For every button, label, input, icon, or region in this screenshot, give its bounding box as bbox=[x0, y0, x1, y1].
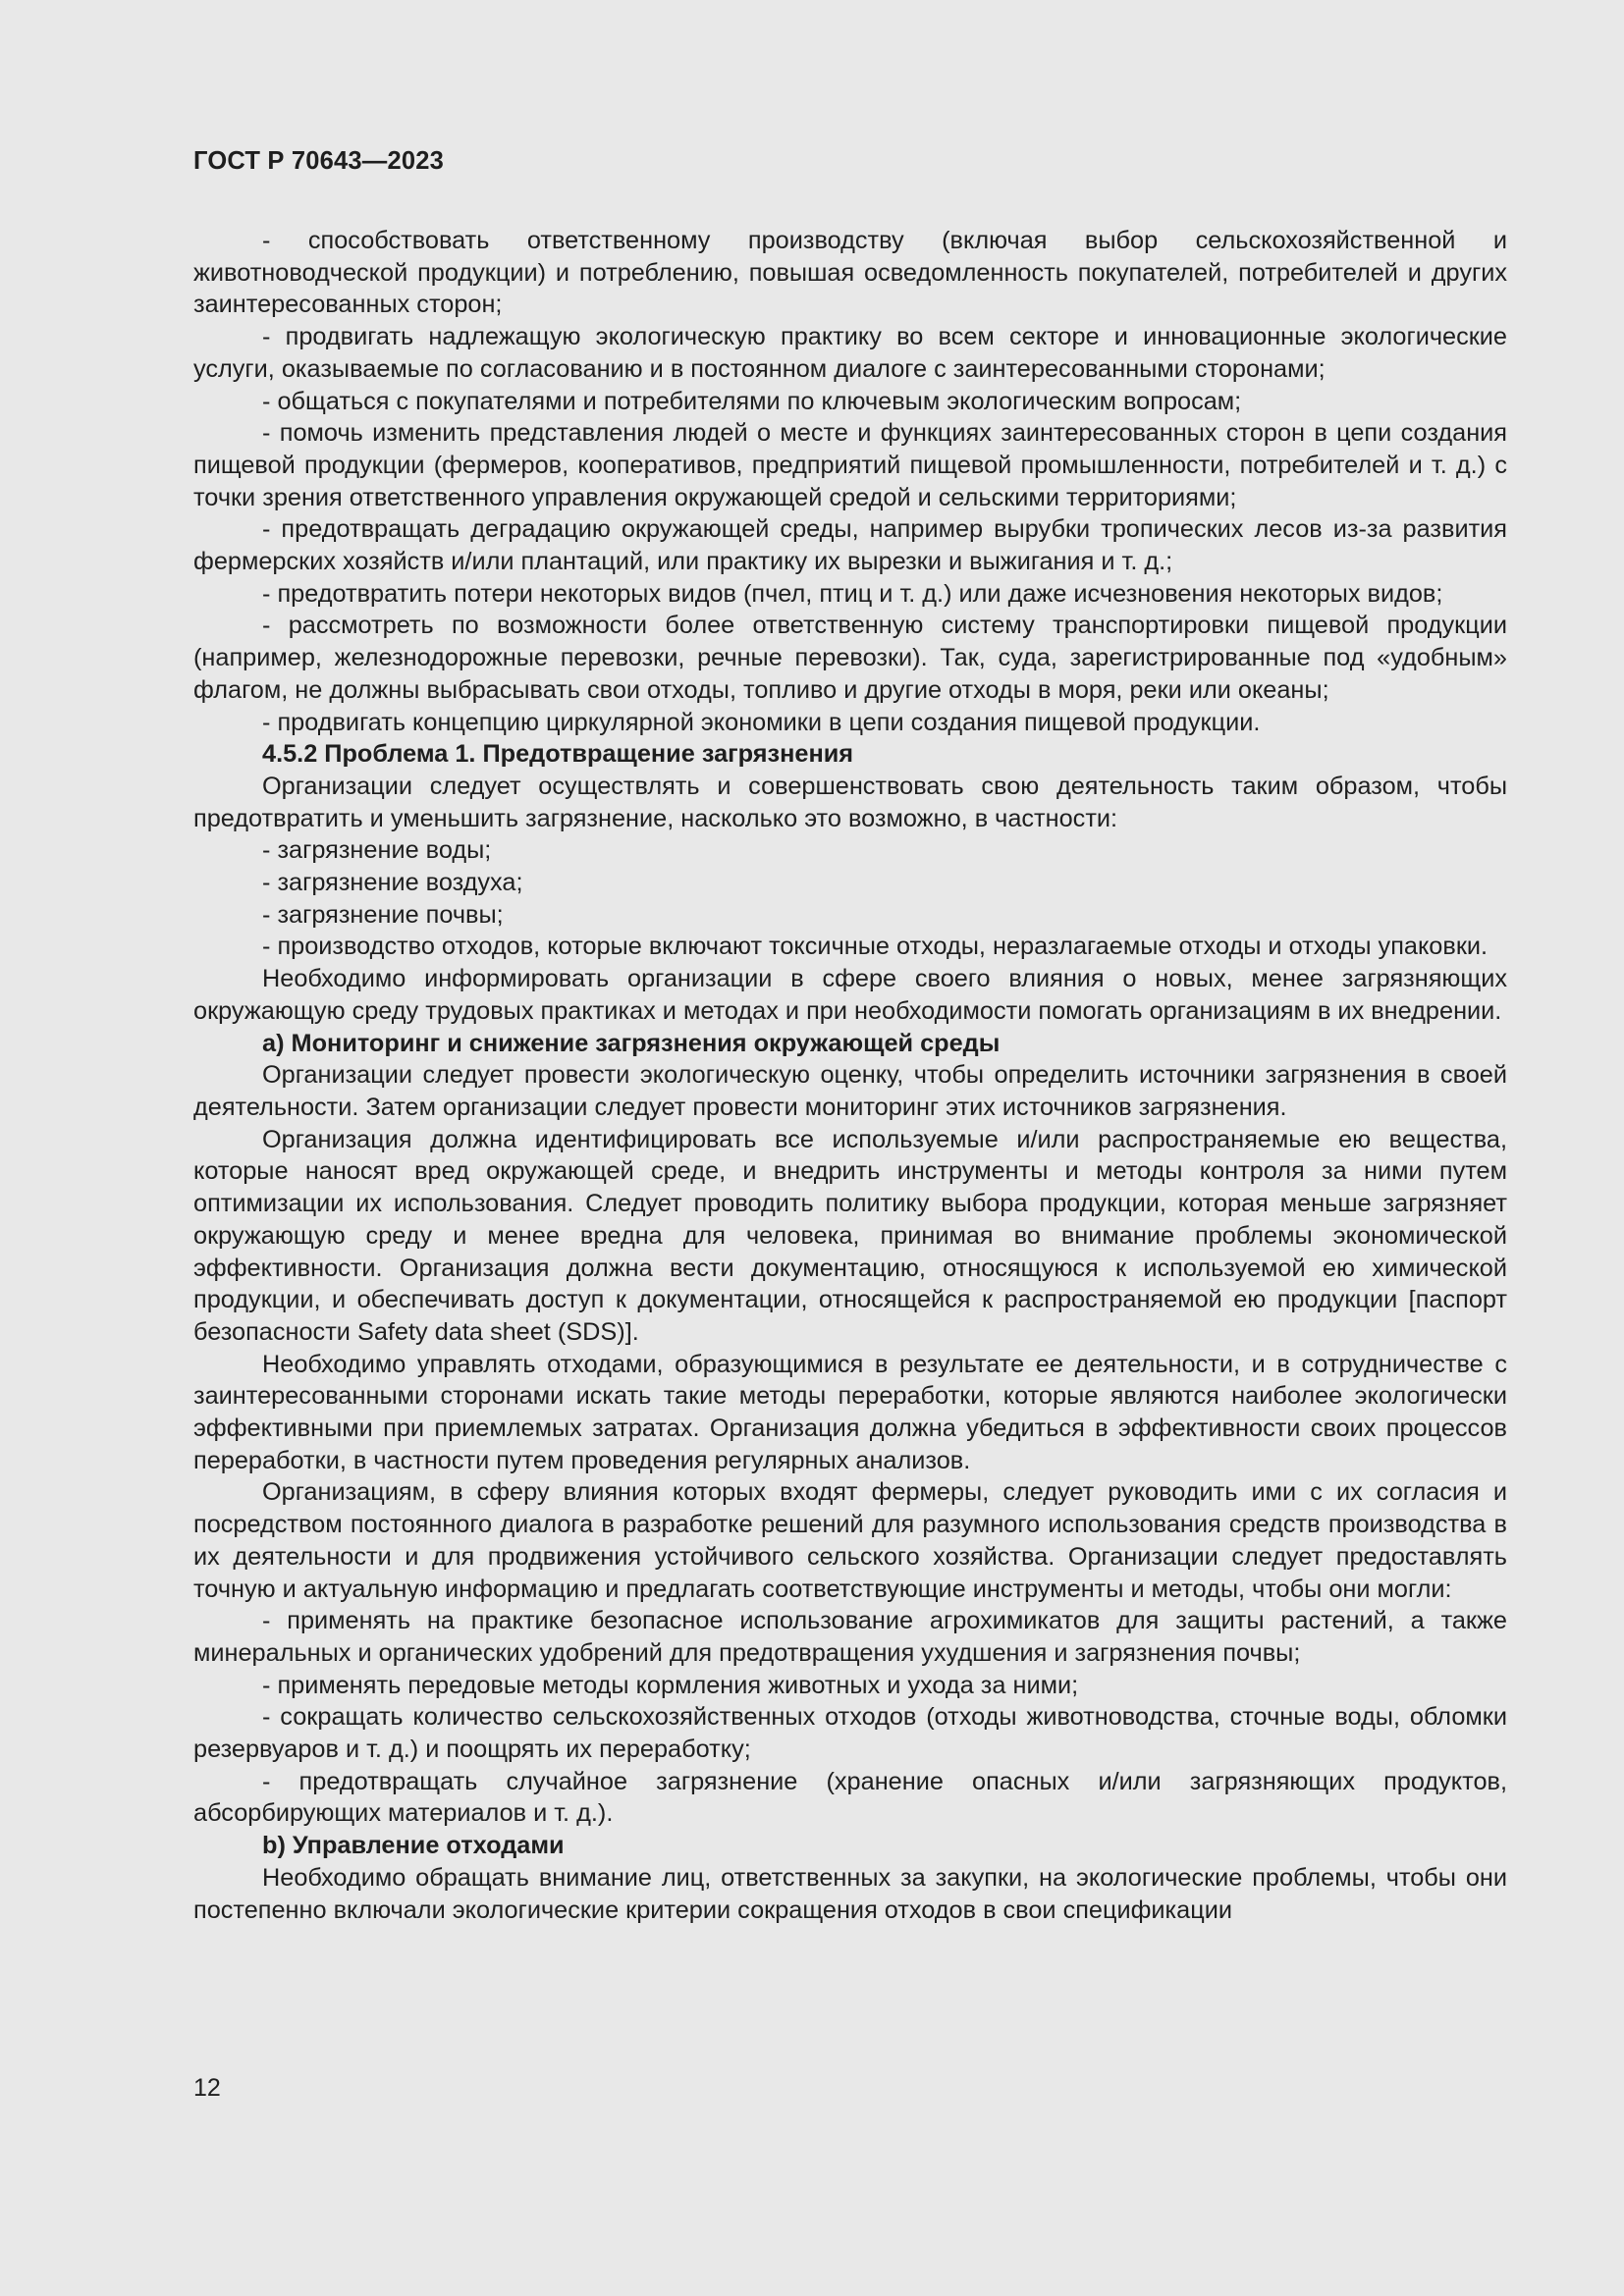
paragraph: - загрязнение воды; bbox=[262, 836, 492, 865]
paragraph: Необходимо управлять отходами, образующимися в результате ее деятельности, и в сотрудничестве с заинтересованными сторонами искать такие методы переработки, которые являются наиболее экологически эффективными при приемлемых затратах. Организация должна убедиться в эффективности своих процессов переработки, в частности путем проведения регулярных анализов. bbox=[193, 1350, 1507, 1474]
paragraph: - загрязнение воздуха; bbox=[262, 869, 523, 897]
paragraph: - продвигать надлежащую экологическую практику во всем секторе и инновационные экологические услуги, оказываемые по согласованию и в постоянном диалоге с заинтересованными сторонами; bbox=[193, 323, 1507, 383]
paragraph: - предотвращать случайное загрязнение (хранение опасных и/или загрязняющих продуктов, абсорбирующих материалов и т. д.). bbox=[193, 1767, 1507, 1828]
paragraph: Необходимо информировать организации в сфере своего влияния о новых, менее загрязняющих окружающую среду трудовых практиках и методах и при необходимости помогать организациям в их внедрении. bbox=[193, 965, 1507, 1025]
paragraph: Организации следует осуществлять и совершенствовать свою деятельность таким образом, чтобы предотвратить и уменьшить загрязнение, насколько это возможно, в частности: bbox=[193, 772, 1507, 832]
section-heading: 4.5.2 Проблема 1. Предотвращение загрязнения bbox=[262, 740, 854, 769]
paragraph: - применять на практике безопасное использование агрохимикатов для защиты растений, а также минеральных и органических удобрений для предотвращения ухудшения и загрязнения почвы; bbox=[193, 1607, 1507, 1667]
paragraph: - производство отходов, которые включают токсичные отходы, неразлагаемые отходы и отходы упаковки. bbox=[262, 933, 1489, 961]
paragraph: - предотвращать деградацию окружающей среды, например вырубки тропических лесов из-за развития фермерских хозяйств и/или плантаций, или практику их вырезки и выжигания и т. д.; bbox=[193, 515, 1507, 576]
page-number: 12 bbox=[193, 2074, 221, 2102]
paragraph: - общаться с покупателями и потребителями по ключевым экологическим вопросам; bbox=[262, 387, 1242, 415]
paragraph: - рассмотреть по возможности более ответственную систему транспортировки пищевой продукции (например, железнодорожные перевозки, речные перевозки). Так, суда, зарегистрированные под «удобным» флагом, не должны выбрасывать свои отходы, топливо и другие отходы в моря, реки или океаны; bbox=[193, 612, 1507, 704]
paragraph: Организации следует провести экологическую оценку, чтобы определить источники загрязнения в своей деятельности. Затем организации следует провести мониторинг этих источников загрязнения. bbox=[193, 1061, 1507, 1121]
paragraph: - продвигать концепцию циркулярной экономики в цепи создания пищевой продукции. bbox=[262, 708, 1261, 736]
paragraph: Организация должна идентифицировать все используемые и/или распространяемые ею вещества, которые наносят вред окружающей среде, и внедрить инструменты и методы контроля за ними путем оптимизации их использования. Следует проводить политику выбора продукции, которая меньше загрязняет окружающую среду и менее вредна для человека, принимая во внимание проблемы экономической эффективности. Организация должна вести документацию, относящуюся к используемой ею химической продукции, и обеспечивать доступ к документации, относящейся к распространяемой ею продукции [паспорт безопасности Safety data sheet (SDS)]. bbox=[193, 1125, 1507, 1346]
paragraph: - предотвратить потери некоторых видов (пчел, птиц и т. д.) или даже исчезновения некоторых видов; bbox=[262, 579, 1443, 608]
subsection-heading: b) Управление отходами bbox=[262, 1832, 565, 1860]
subsection-heading: a) Мониторинг и снижение загрязнения окружающей среды bbox=[262, 1029, 1001, 1057]
paragraph: - способствовать ответственному производству (включая выбор сельскохозяйственной и животноводческой продукции) и потреблению, повышая осведомленность покупателей, потребителей и других заинтересованных сторон; bbox=[193, 227, 1507, 319]
paragraph: - помочь изменить представления людей о месте и функциях заинтересованных сторон в цепи создания пищевой продукции (фермеров, кооперативов, предприятий пищевой промышленности, потребителей и т. д.) с точки зрения ответственного управления окружающей средой и сельскими территориями; bbox=[193, 419, 1507, 511]
paragraph: - сокращать количество сельскохозяйственных отходов (отходы животноводства, сточные воды, обломки резервуаров и т. д.) и поощрять их переработку; bbox=[193, 1703, 1507, 1764]
document-header: ГОСТ Р 70643—2023 bbox=[193, 147, 445, 175]
paragraph: - применять передовые методы кормления животных и ухода за ними; bbox=[262, 1671, 1079, 1699]
paragraph: Необходимо обращать внимание лиц, ответственных за закупки, на экологические проблемы, чтобы они постепенно включали экологические критерии сокращения отходов в свои спецификации bbox=[193, 1863, 1507, 1924]
paragraph: - загрязнение почвы; bbox=[262, 900, 504, 929]
document-body bbox=[193, 225, 1507, 1926]
paragraph: Организациям, в сферу влияния которых входят фермеры, следует руководить ими с их согласия и посредством постоянного диалога в разработке решений для разумного использования средств производства в их деятельности и для продвижения устойчивого сельского хозяйства. Организации следует предоставлять точную и актуальную информацию и предлагать соответствующие инструменты и методы, чтобы они могли: bbox=[193, 1478, 1507, 1603]
